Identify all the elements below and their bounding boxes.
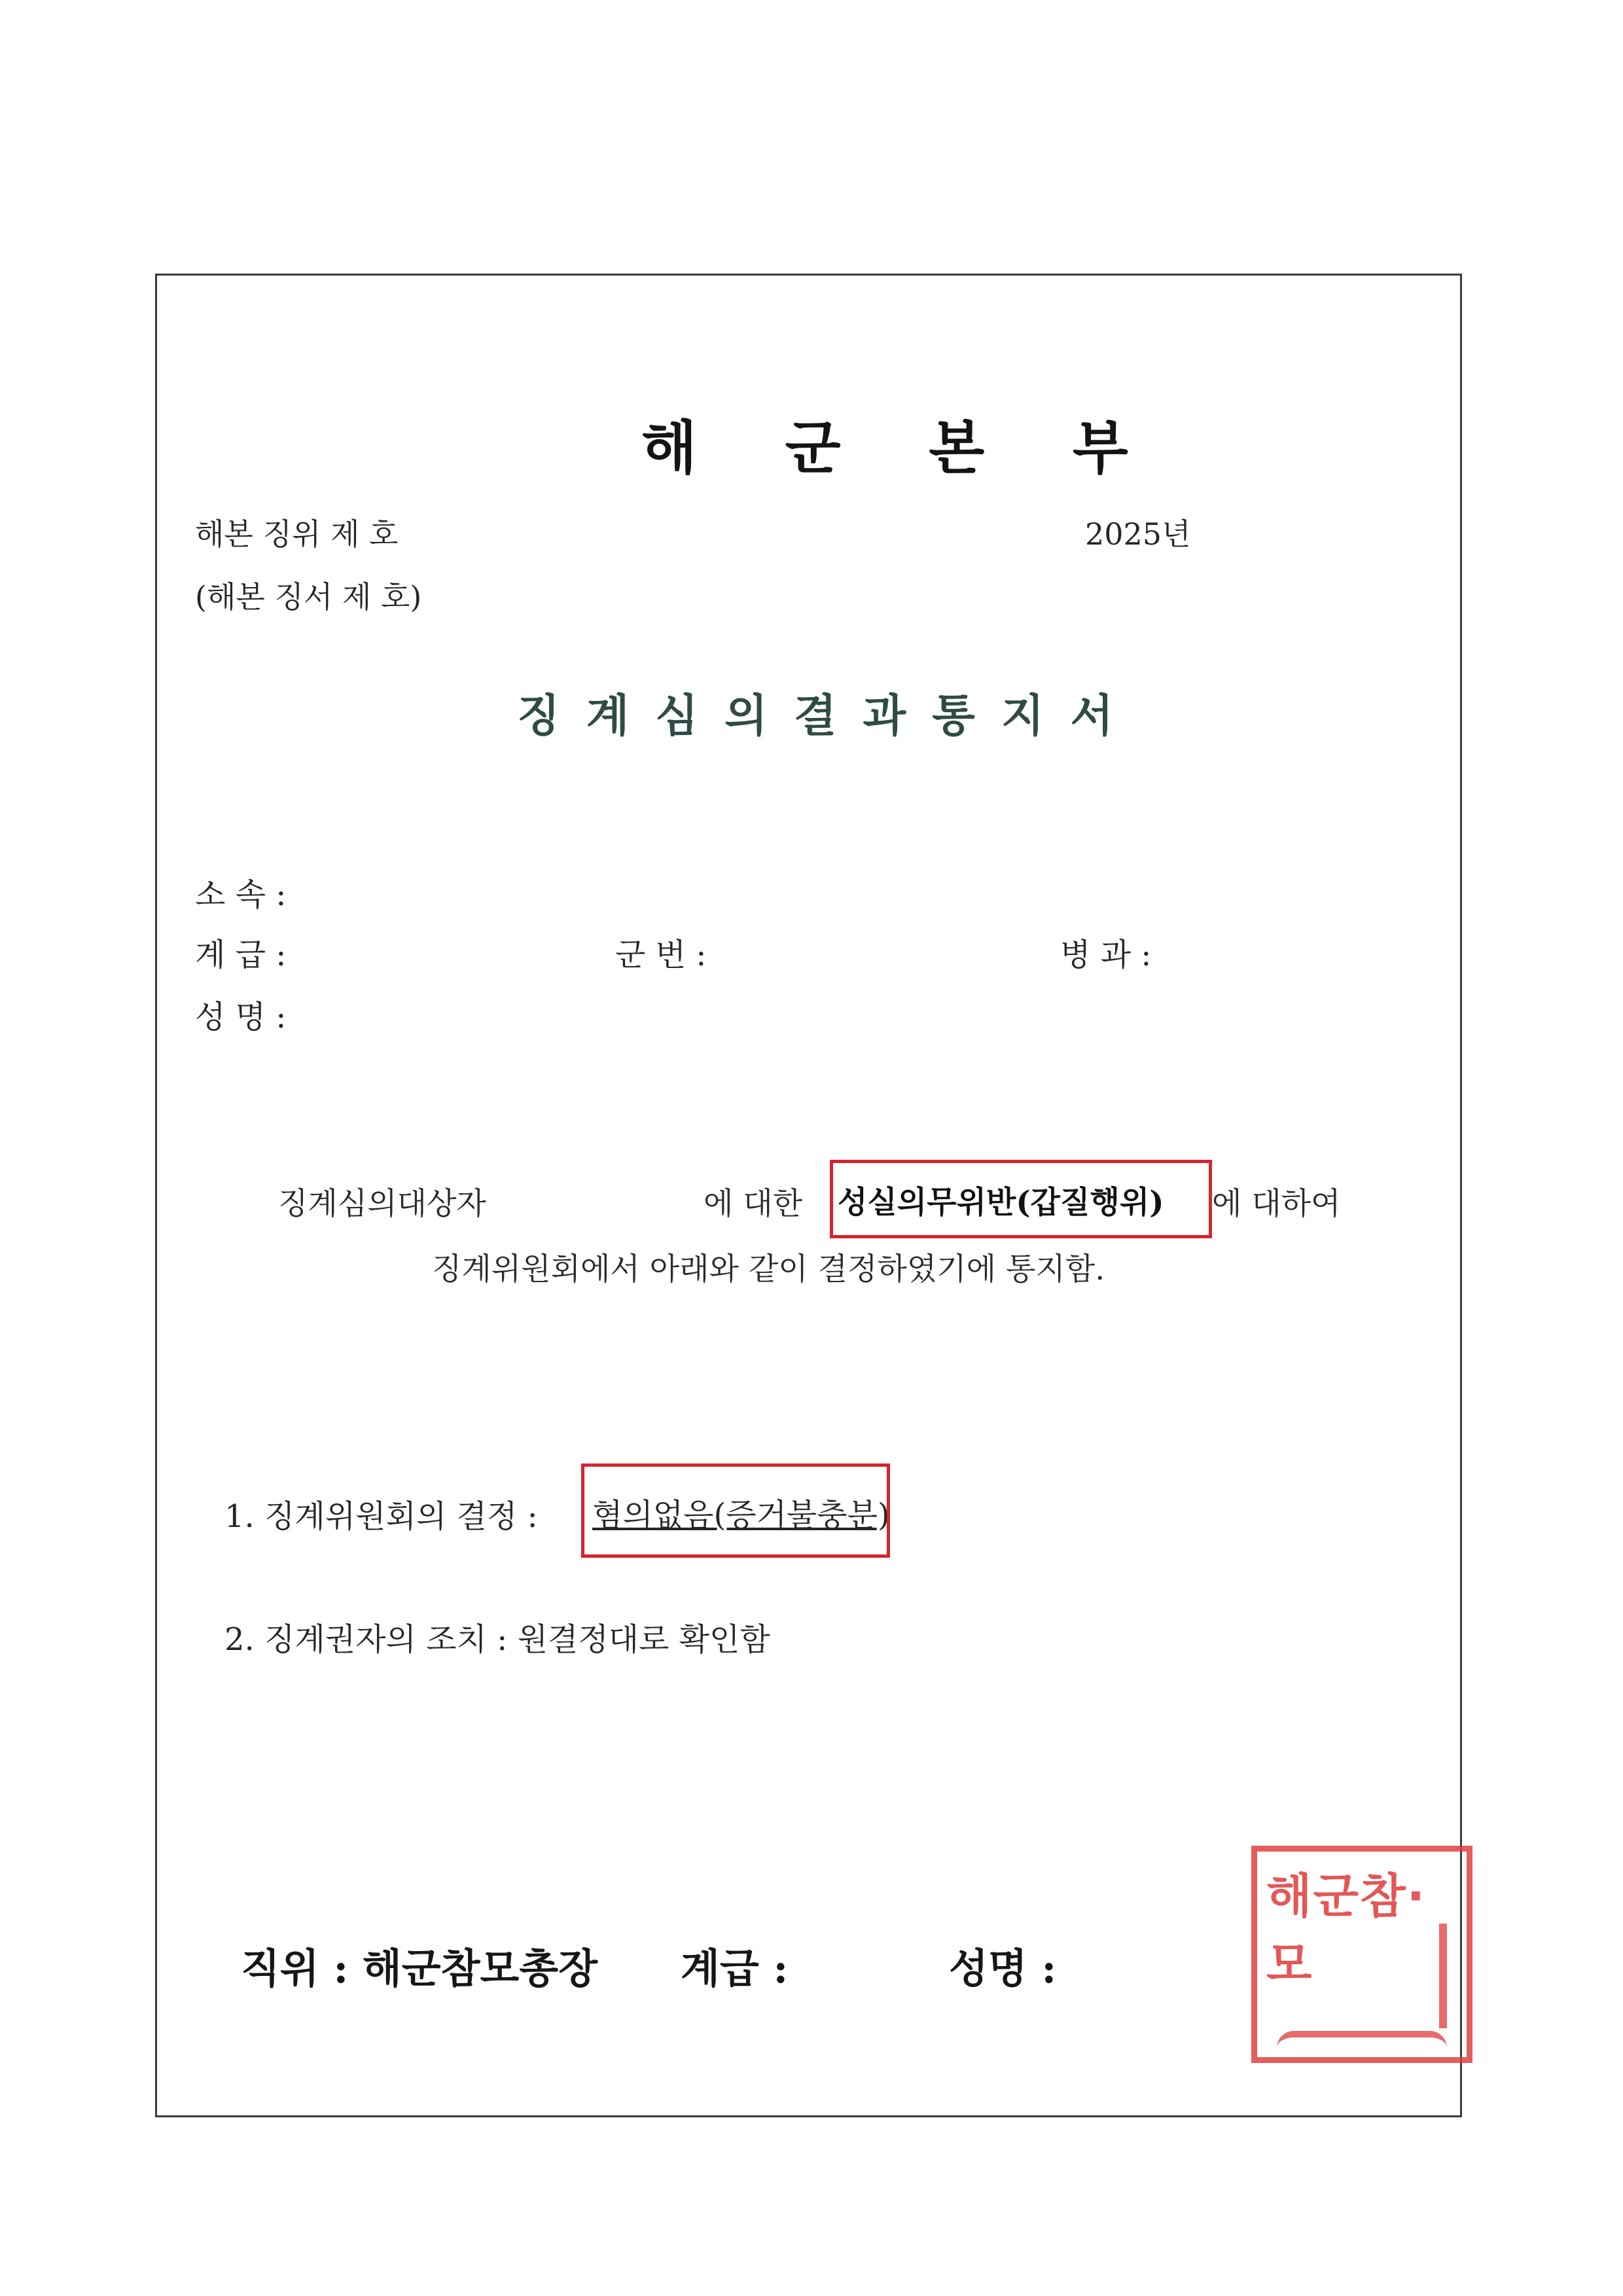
charge-highlight-box [830,1160,1212,1238]
action-line: 2. 징계권자의 조치 : 원결정대로 확인함 [224,1621,770,1658]
decision-highlight-box [581,1463,890,1558]
document-number: 해본 징위 제 호 [195,516,399,552]
organization-title: 해 군 본 부 [641,414,1162,482]
decision-value: 혐의없음(증거불충분) [592,1497,890,1534]
reference-number: (해본 징서 제 호) [195,579,422,615]
charge-text: 성실의무위반(갑질행위) [838,1185,1164,1221]
branch-label: 병 과 : [1060,937,1152,973]
service-number-label: 군 번 : [615,937,707,973]
subject-about: 에 대한 [704,1186,803,1222]
signature-name: 성명 : [949,1945,1057,1992]
affiliation-label: 소 속 : [195,876,287,913]
notice-line: 징계위원회에서 아래와 같이 결정하였기에 통지함. [432,1251,1105,1287]
stamp-stroke [1439,1924,1447,2028]
subject-suffix: 에 대하여 [1212,1186,1341,1222]
rank-label: 계 급 : [195,937,287,973]
document-year: 2025년 [1085,516,1191,552]
signature-position: 직위 : 해군참모총장 [241,1945,598,1992]
official-seal-stamp [1251,1846,1472,2063]
stamp-lettering: 해군참·모 [1266,1869,1427,1992]
document-title: 징계심의결과통지서 [517,690,1140,742]
name-label: 성 명 : [195,999,287,1035]
signature-rank: 계급 : [681,1945,789,1992]
decision-label: 1. 징계위원회의 결정 : [224,1498,538,1535]
subject-prefix: 징계심의대상자 [278,1186,486,1222]
stamp-stroke-bottom [1277,2031,1447,2048]
